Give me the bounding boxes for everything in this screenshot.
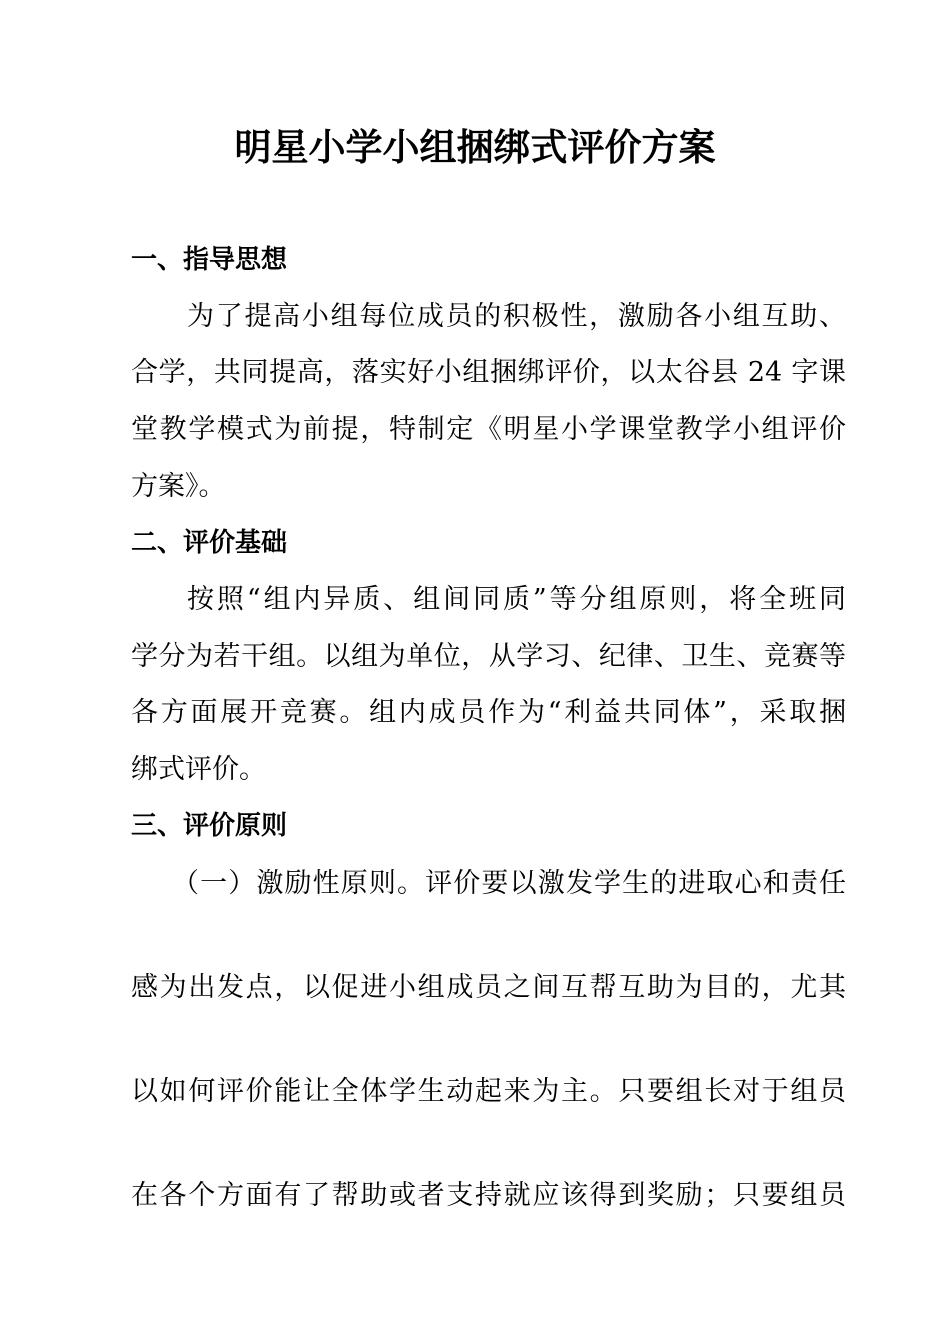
paragraph-line: 堂教学模式为前提，特制定《明星小学课堂教学小组评价 (131, 414, 846, 445)
paragraph-line: 按照“组内异质、组间同质”等分组原则，将全班同 (187, 584, 846, 615)
paragraph-line: （一）激励性原则。评价要以激发学生的进取心和责任 (172, 868, 846, 899)
section-heading-guiding-ideology: 一、指导思想 (131, 245, 288, 275)
paragraph-line: 在各个方面有了帮助或者支持就应该得到奖励；只要组员 (131, 1180, 846, 1211)
paragraph-line: 感为出发点，以促进小组成员之间互帮互助为目的，尤其 (131, 972, 846, 1003)
paragraph-line: 以如何评价能让全体学生动起来为主。只要组长对于组员 (131, 1076, 846, 1107)
paragraph-line: 学分为若干组。以组为单位，从学习、纪律、卫生、竞赛等 (131, 641, 846, 672)
paragraph-line: 绑式评价。 (131, 754, 266, 785)
paragraph-line: 为了提高小组每位成员的积极性，激励各小组互助、 (187, 301, 846, 332)
paragraph-line: 方案》。 (131, 471, 226, 502)
paragraph-line: 各方面展开竞赛。组内成员作为“利益共同体”，采取捆 (131, 697, 846, 728)
document-title: 明星小学小组捆绑式评价方案 (234, 126, 716, 169)
paragraph-line: 合学，共同提高，落实好小组捆绑评价，以太谷县 24 字课 (131, 357, 846, 388)
section-heading-evaluation-principles: 三、评价原则 (131, 811, 288, 841)
section-heading-evaluation-basis: 二、评价基础 (131, 528, 288, 558)
